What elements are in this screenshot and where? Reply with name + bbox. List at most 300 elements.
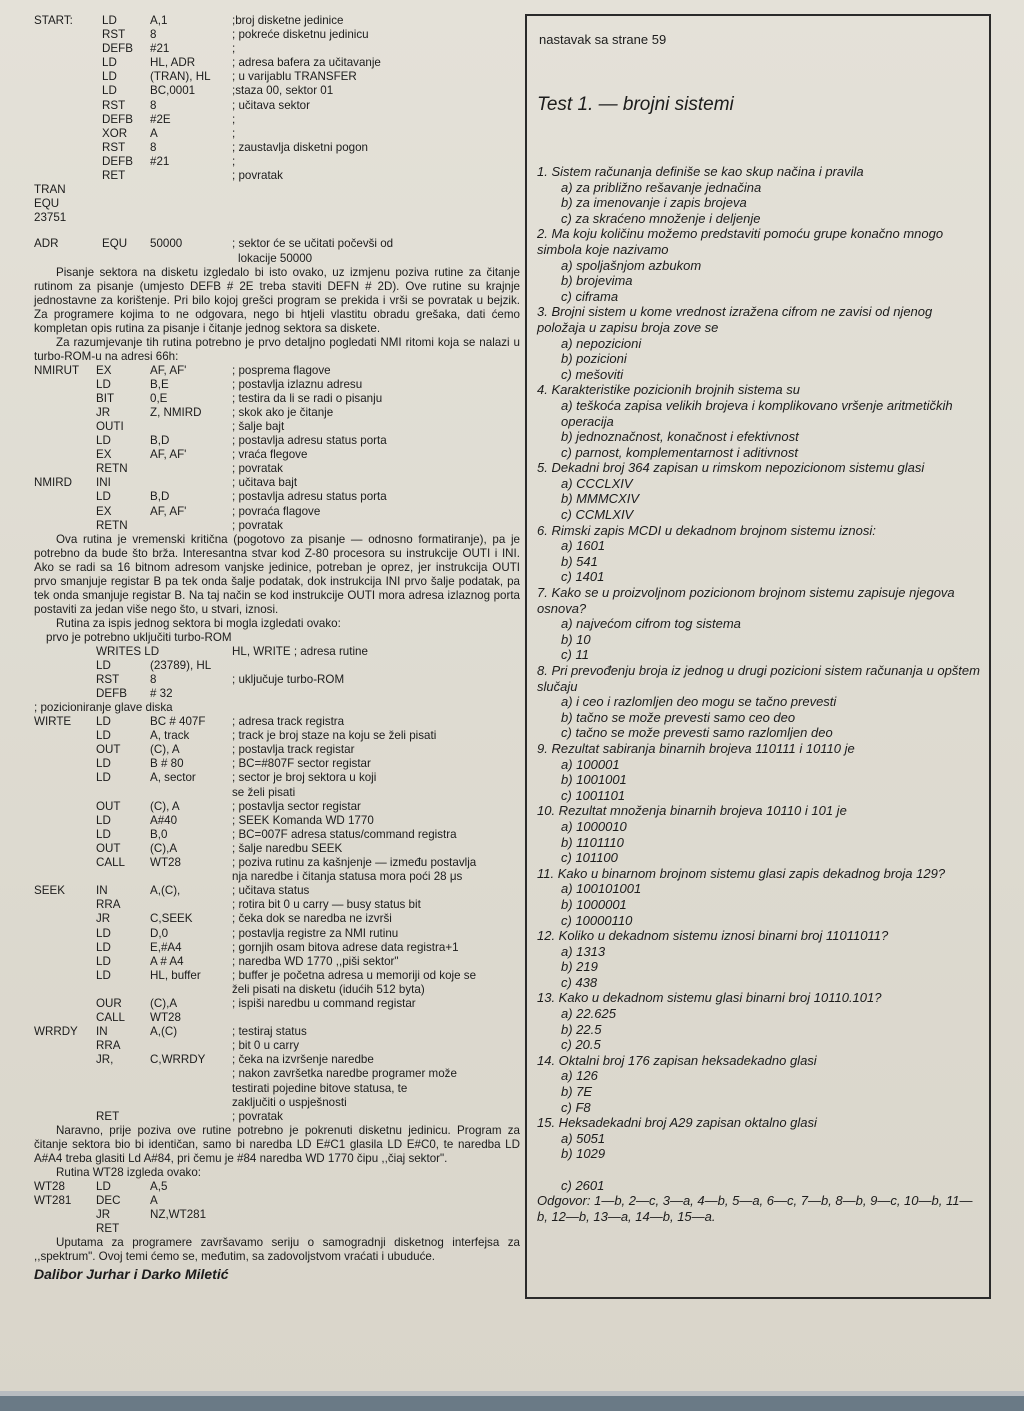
code-line	[34, 505, 520, 519]
answer-option: a) 100001	[561, 756, 620, 772]
continued-note: nastavak sa strane 59	[539, 32, 667, 47]
answer-option: c) parnost, komplementarnost i aditivnost	[561, 444, 798, 460]
code-op: EX	[96, 363, 112, 377]
code-arg: #21	[150, 154, 170, 168]
code-line	[34, 1208, 520, 1222]
code-comment: ; povratak	[232, 169, 283, 183]
code-arg: (C), A	[150, 799, 180, 813]
code-op: LD	[96, 757, 111, 771]
code-line	[34, 70, 520, 84]
code-line	[34, 364, 520, 378]
code-line	[34, 997, 520, 1011]
code-op: OUTI	[96, 419, 124, 433]
code-op: CALL	[96, 1011, 126, 1025]
code-arg: B,0	[150, 827, 168, 841]
code-arg: A,(C),	[150, 884, 181, 898]
code-comment: ;	[232, 154, 236, 168]
code-op: RST	[96, 672, 120, 686]
code-line	[34, 729, 520, 743]
code-line	[34, 392, 520, 406]
code-comment: ; postavlja adresu status porta	[232, 490, 387, 504]
code-arg: AF, AF'	[150, 448, 187, 462]
test-box	[525, 14, 991, 1299]
code-op: OUR	[96, 996, 122, 1010]
code-op: IN	[96, 884, 108, 898]
code-comment: ; učitava status	[232, 884, 310, 898]
paragraph-head-position: ; pozicioniranje glave diska	[34, 701, 173, 715]
code-line	[34, 56, 520, 70]
code-op: OUT	[96, 841, 121, 855]
answer-option: a) 126	[561, 1068, 598, 1084]
answer-option: b) 219	[561, 959, 598, 975]
code-comment: ; track je broj staze na koju se želi pisati	[232, 729, 437, 743]
answer-option: b) 1000001	[561, 896, 627, 912]
code-line	[34, 1110, 520, 1124]
answer-option: c) 1401	[561, 569, 605, 585]
code-line	[34, 955, 520, 969]
code-block-load-sector	[34, 14, 520, 225]
paragraph-write-sector: Pisanje sektora na disketu izgledalo bi isto ovako, uz izmjenu poziva rutine za čitanje rutinom za pisanje (umjesto DEFB # 2E treba staviti DEFN # 2D). Ove rutine su krajnje jednostavne za korištenje. Pri bilo kojoj grešci program se prekida i vrši se povratak u bejzik. Za programere kojima to ne odgovara, nego bi htjeli vlastitu obradu grešaka, dati ćemo kompletan opis rutina za pisanje i čitanje jednog sektora sa diskete.	[34, 265, 520, 335]
code-line	[34, 14, 520, 28]
question-text: 6. Rimski zapis MCDI u dekadnom brojnom sistemu iznosi:	[537, 522, 876, 538]
code-comment: ; skok ako je čitanje	[232, 405, 334, 419]
code-arg: A,5	[150, 1179, 168, 1193]
code-comment: ; povraća flagove	[232, 504, 321, 518]
code-op: LD	[96, 658, 111, 672]
code-line	[34, 84, 520, 98]
code-arg: (C),A	[150, 996, 178, 1010]
code-comment: ; postavlja track registar	[232, 743, 355, 757]
code-comment: ; učitava sektor	[232, 98, 310, 112]
code-arg: A#40	[150, 813, 178, 827]
code-arg: A, track	[150, 729, 190, 743]
answer-option: c) mešoviti	[561, 366, 624, 382]
page-edge-strip	[0, 1396, 1024, 1411]
code-comment: želi pisati na disketu (idućih 512 byta)	[232, 982, 425, 996]
question-text: 2. Ma koju količinu možemo predstaviti pomoću grupe konačno mnogo simbola koje nazivamo	[537, 226, 944, 257]
code-op: JR,	[96, 1053, 114, 1067]
code-arg: WT28	[150, 1011, 181, 1025]
code-op: LD	[96, 490, 111, 504]
code-op: BIT	[96, 391, 115, 405]
answer-option: a) 1313	[561, 943, 606, 959]
code-line	[34, 800, 520, 814]
code-op: LD	[96, 434, 111, 448]
code-line	[34, 856, 520, 870]
code-comment: ;broj disketne jedinice	[232, 14, 344, 27]
code-op: LD	[96, 926, 111, 940]
code-comment: se želi pisati	[232, 785, 296, 799]
code-op: RST	[102, 140, 126, 154]
code-op: OUT	[96, 799, 121, 813]
code-line	[34, 842, 520, 856]
answer-option: c) 20.5	[561, 1037, 601, 1053]
answer-option: a) nepozicioni	[561, 335, 642, 351]
code-line	[34, 211, 520, 225]
code-arg: # 32	[150, 687, 173, 700]
code-line	[34, 113, 520, 127]
code-arg: E,#A4	[150, 940, 182, 954]
code-op: EX	[96, 504, 112, 518]
code-op: CALL	[96, 856, 126, 870]
paragraph-nmi-intro: Za razumjevanje tih rutina potrebno je prvo detaljno pogledati NMI ritomi koja se nalazi u turbo-ROM-u na adresi 66h:	[34, 335, 520, 363]
code-op: RET	[102, 169, 126, 183]
answer-option: c) 10000110	[561, 912, 633, 928]
code-block-wt28	[34, 1180, 520, 1236]
code-arg: #2E	[150, 112, 171, 126]
answer-option: c) tačno se može prevesti samo razlomljen deo	[561, 725, 833, 741]
code-arg: A,1	[150, 14, 168, 27]
code-block-turbo-rom	[34, 645, 520, 701]
code-arg: BC # 407F	[150, 715, 206, 729]
question-text: 12. Koliko u dekadnom sistemu iznosi binarni broj 11011011?	[537, 928, 889, 944]
code-arg: 8	[150, 672, 157, 686]
code-line	[34, 420, 520, 434]
code-arg: (C), A	[150, 743, 180, 757]
code-op: RETN	[96, 518, 128, 532]
code-label: WRRDY	[34, 1025, 78, 1039]
code-comment: HL, WRITE ; adresa rutine	[232, 644, 368, 658]
code-line	[34, 490, 520, 504]
code-arg: A,(C)	[150, 1025, 178, 1039]
question-text: 1. Sistem računanja definiše se kao skup načina i pravila	[537, 164, 864, 179]
code-comment: ; BC=#807F sector registar	[232, 757, 371, 771]
test-title: Test 1. — brojni sistemi	[537, 94, 734, 115]
code-label: NMIRD	[34, 476, 72, 490]
code-line	[34, 828, 520, 842]
code-op: LD	[96, 940, 111, 954]
code-comment: ;	[232, 42, 236, 56]
code-arg: A, sector	[150, 771, 196, 785]
code-op: LD	[96, 813, 111, 827]
code-line	[34, 99, 520, 113]
paragraph-read-sector: Naravno, prije poziva ove rutine potrebno je pokrenuti disketnu jedinicu. Program za čitanje sektora bio bi identičan, samo bi naredba LD E#C1 glasila LD E#C0, te naredba LD A#A4 treba glasiti Ld A#84, pri čemu je #84 naredba WD 1770 čipu ,,čiaj sektor".	[34, 1123, 520, 1165]
code-label: WT28	[34, 1179, 65, 1193]
code-comment: ; učitava bajt	[232, 476, 298, 490]
code-comment: ; postavlja sector registar	[232, 799, 361, 813]
code-line	[34, 406, 520, 420]
code-op: LD	[96, 827, 111, 841]
code-op: DEC	[96, 1193, 121, 1207]
code-arg: HL, buffer	[150, 968, 201, 982]
code-arg: (C),A	[150, 841, 178, 855]
code-label: WT281	[34, 1193, 72, 1207]
paragraph-closing: Uputama za programere završavamo seriju o samogradnji disketnog interfejsa za ,,spektrum". Ovoj temi ćemo se, međutim, sa zadovoljstvom vraćati i ubuduće.	[34, 1236, 520, 1264]
code-comment: ; posprema flagove	[232, 363, 331, 377]
code-op: RRA	[96, 898, 121, 912]
code-comment: ; u varijablu TRANSFER	[232, 70, 357, 84]
answer-option: a) i ceo i razlomljen deo mogu se tačno prevesti	[561, 694, 837, 710]
answer-option: b) MMMCXIV	[561, 491, 639, 507]
answer-option: c) F8	[561, 1099, 591, 1115]
code-arg: B,D	[150, 434, 170, 448]
code-op: LD	[96, 771, 111, 785]
code-op: XOR	[102, 126, 128, 140]
answer-option: c) 101100	[561, 850, 618, 866]
author-byline: Dalibor Jurhar i Darko Miletić	[34, 1266, 229, 1283]
answer-option: b) 22.5	[561, 1021, 602, 1037]
answer-option: c) 438	[561, 974, 598, 990]
code-label: EQU	[34, 197, 60, 211]
code-comment: ;	[232, 112, 236, 126]
code-comment: ; BC=007F adresa status/command registra	[232, 827, 457, 841]
code-line	[34, 476, 520, 490]
answer-option: b) brojevima	[561, 273, 633, 289]
code-arg: (TRAN), HL	[150, 70, 211, 84]
code-line	[34, 42, 520, 56]
answer-option: b) za imenovanje i zapis brojeva	[561, 195, 747, 211]
answer-option	[537, 1162, 983, 1178]
code-arg: AF, AF'	[150, 504, 187, 518]
code-line	[34, 1025, 520, 1039]
code-line	[34, 715, 520, 729]
code-line	[34, 1053, 520, 1067]
code-line	[34, 757, 520, 771]
code-line	[34, 884, 520, 898]
code-arg: Z, NMIRD	[150, 405, 202, 419]
code-op: DEFB	[102, 154, 133, 168]
answer-option: c) CCMLXIV	[561, 507, 634, 523]
code-op: JR	[96, 1208, 111, 1221]
answer-option: c) 2601	[561, 1177, 605, 1193]
paragraph-write-routine-intro: Rutina za ispis jednog sektora bi mogla izgledati ovako:	[56, 616, 341, 630]
code-op: LD	[102, 56, 117, 70]
code-comment: ; adresa track registra	[232, 715, 345, 729]
code-comment: ;	[232, 126, 236, 140]
code-arg: AF, AF'	[150, 363, 187, 377]
code-line	[34, 1180, 520, 1194]
code-line	[34, 870, 520, 884]
code-arg: HL, ADR	[150, 56, 196, 70]
question-text: 9. Rezultat sabiranja binarnih brojeva 110111 i 10110 je	[537, 740, 855, 756]
code-comment: ; pokreće disketnu jedinicu	[232, 28, 369, 42]
code-op: DEFB	[96, 687, 127, 700]
code-comment: ; buffer je početna adresa u memoriji od koje se	[232, 968, 477, 982]
answer-option: a) 1000010	[561, 818, 627, 834]
code-op: RST	[102, 98, 126, 112]
question-text: 8. Pri prevođenju broja iz jednog u drugi pozicioni sistem računanja u opštem slučaju	[537, 663, 980, 694]
paragraph-turbo-rom: prvo je potrebno uključiti turbo-ROM	[46, 630, 232, 644]
code-block-write-sector	[34, 715, 520, 1124]
code-op: LD	[96, 377, 111, 391]
question-text: 4. Karakteristike pozicionih brojnih sistema su	[537, 382, 801, 398]
code-comment: ; naredba WD 1770 ,,piši sektor"	[232, 954, 399, 968]
code-op: IN	[96, 1025, 108, 1039]
code-label: 23751	[34, 211, 67, 225]
code-op: JR	[96, 405, 111, 419]
answer-option: b) 7E	[561, 1084, 593, 1100]
code-line	[34, 127, 520, 141]
code-comment: ;staza 00, sektor 01	[232, 84, 334, 98]
code-op: LD	[96, 729, 111, 743]
code-op: WRITES LD	[96, 644, 160, 658]
code-arg: BC,0001	[150, 84, 196, 98]
code-line	[34, 141, 520, 155]
code-op: DEFB	[102, 112, 133, 126]
code-op: LD	[96, 715, 111, 729]
code-comment: ; vraća flegove	[232, 448, 308, 462]
code-arg: #21	[150, 42, 170, 56]
code-line	[34, 941, 520, 955]
answer-option: a) spoljašnjom azbukom	[561, 257, 702, 273]
code-line	[34, 771, 520, 785]
code-arg: A	[150, 1193, 158, 1207]
answer-option: b) jednoznačnost, konačnost i efektivnost	[561, 429, 799, 445]
code-comment: ; čeka na izvršenje naredbe	[232, 1053, 374, 1067]
code-comment: ; adresa bafera za učitavanje	[232, 56, 381, 70]
code-line	[34, 1096, 520, 1110]
code-op: INI	[96, 476, 111, 490]
code-line	[34, 1039, 520, 1053]
code-line	[34, 197, 520, 211]
code-comment: ; povratak	[232, 1109, 283, 1123]
answer-option: c) 11	[561, 647, 589, 663]
code-arg: 8	[150, 28, 157, 42]
code-op: LD	[102, 14, 117, 27]
code-comment: ; postavlja izlaznu adresu	[232, 377, 363, 391]
code-line-adr: ADR EQU 50000 ; sektor će se učitati počevši od lokacije 50000	[34, 237, 394, 265]
code-arg: A	[150, 126, 158, 140]
question-text: 11. Kako u binarnom brojnom sistemu glasi zapis dekadnog broja 129?	[537, 865, 946, 881]
code-arg: B # 80	[150, 757, 184, 771]
answer-option: b) 1001001	[561, 772, 627, 788]
code-op: LD	[96, 968, 111, 982]
code-op: RRA	[96, 1039, 121, 1053]
code-comment: ; rotira bit 0 u carry — busy status bit	[232, 898, 421, 912]
question-text: 5. Dekadni broj 364 zapisan u rimskom nepozicionom sistemu glasi	[537, 460, 925, 476]
code-comment: ; testira da li se radi o pisanju	[232, 391, 383, 405]
code-line	[34, 743, 520, 757]
code-line	[34, 912, 520, 926]
code-arg: C,SEEK	[150, 912, 193, 926]
code-arg: D,0	[150, 926, 169, 940]
answer-option: a) 1601	[561, 538, 606, 554]
question-text: 14. Oktalni broj 176 zapisan heksadekadno glasi	[537, 1052, 817, 1068]
code-comment: ; SEEK Komanda WD 1770	[232, 813, 374, 827]
code-label: TRAN	[34, 183, 66, 197]
code-comment: zaključiti o uspješnosti	[232, 1095, 347, 1109]
code-line	[34, 28, 520, 42]
question-text: 10. Rezultat množenja binarnih brojeva 10110 i 101 je	[537, 803, 847, 819]
code-comment: ; povratak	[232, 462, 283, 476]
code-comment: ; sector je broj sektora u koji	[232, 771, 377, 785]
code-line	[34, 183, 520, 197]
answer-option: a) teškoća zapisa velikih brojeva i komplikovano vršenje aritmetičkih operacija	[561, 397, 953, 429]
code-block-nmi	[34, 364, 520, 533]
code-comment: nja naredbe i čitanja statusa mora poći 28 μs	[232, 870, 463, 884]
code-arg: B,E	[150, 377, 169, 391]
code-op: LD	[96, 1179, 111, 1193]
code-line	[34, 434, 520, 448]
code-op: RETN	[96, 462, 128, 476]
code-line	[34, 169, 520, 183]
question-text: 3. Brojni sistem u kome vrednost izražena cifrom ne zavisi od njenog položaja u zapisu broja zove se	[537, 304, 933, 335]
code-line	[34, 1222, 520, 1236]
code-op: RST	[102, 28, 126, 42]
code-arg: A # A4	[150, 954, 184, 968]
code-comment: ; ispiši naredbu u command registar	[232, 996, 416, 1010]
code-line	[34, 673, 520, 687]
code-line	[34, 462, 520, 476]
code-op: LD	[102, 84, 117, 98]
paragraph-timing: Ova rutina je vremenski kritična (pogotovo za pisanje — odnosno formatiranje), pa je potrebno da bude što brža. Interesantna stvar kod Z-80 procesora su instrukcije OUTI i INI. Ako se radi sa 16 bitnom adresom vanjske jedinice, potreban je oprez, jer instrukcija OUTI prvo smanjuje registar B pa tek onda šalje podatak, dok instrukcija INI prvo šalje podatak, pa tek onda smanjuje registar B. Na taj način se kod instrukcije OUTI mora adresa izlaznog porta postaviti za jedan više nego što, u stvari, iznosi.	[34, 532, 520, 616]
code-comment: ; uključuje turbo-ROM	[232, 672, 345, 686]
answer-option: b) 1029	[561, 1146, 606, 1162]
answer-option: a) 22.625	[561, 1006, 616, 1022]
code-label: SEEK	[34, 884, 65, 898]
code-arg: B,D	[150, 490, 170, 504]
code-line	[34, 687, 520, 701]
code-op: DEFB	[102, 42, 133, 56]
answer-option: c) za skraćeno množenje i deljenje	[561, 210, 761, 226]
code-op: RET	[96, 1109, 120, 1123]
code-arg: C,WRRDY	[150, 1053, 206, 1067]
code-line	[34, 927, 520, 941]
code-line	[34, 969, 520, 983]
code-line	[34, 519, 520, 533]
code-line	[34, 448, 520, 462]
code-op: RET	[96, 1222, 120, 1236]
answer-option: b) 1101110	[561, 834, 624, 850]
question-text: 7. Kako se u proizvoljnom pozicionom brojnom sistemu zapisuje njegova osnova?	[537, 585, 955, 616]
article-column	[34, 14, 520, 1282]
answer-key: Odgovor: 1—b, 2—c, 3—a, 4—b, 5—a, 6—c, 7—b, 8—b, 9—c, 10—b, 11—b, 12—b, 13—a, 14—b, 15—a.	[537, 1193, 973, 1224]
answer-option: b) tačno se može prevesti samo ceo deo	[561, 709, 796, 725]
code-line	[34, 1011, 520, 1025]
code-comment: ; poziva rutinu za kašnjenje — između postavlja	[232, 856, 477, 870]
code-op: EX	[96, 448, 112, 462]
code-line	[34, 814, 520, 828]
question-list	[537, 164, 983, 1224]
answer-option: b) pozicioni	[561, 351, 627, 367]
code-comment: ; povratak	[232, 518, 283, 532]
code-op: LD	[96, 954, 111, 968]
code-label: NMIRUT	[34, 363, 80, 377]
code-line	[34, 155, 520, 169]
code-arg: 8	[150, 98, 157, 112]
code-comment: ; postavlja adresu status porta	[232, 434, 387, 448]
paragraph-wt28-intro: Rutina WT28 izgleda ovako:	[56, 1165, 201, 1179]
answer-option: c) ciframa	[561, 288, 619, 304]
answer-option: b) 541	[561, 553, 598, 569]
code-line	[34, 1194, 520, 1208]
code-comment: ; testiraj status	[232, 1025, 307, 1039]
answer-option: a) 100101001	[561, 881, 642, 897]
answer-option: a) najvećom cifrom tog sistema	[561, 616, 741, 632]
code-line	[34, 1082, 520, 1096]
code-line	[34, 659, 520, 673]
code-arg: NZ,WT281	[150, 1208, 207, 1221]
code-op: JR	[96, 912, 111, 926]
code-line	[34, 786, 520, 800]
code-op: OUT	[96, 743, 121, 757]
code-arg: WT28	[150, 856, 181, 870]
question-text: 15. Heksadekadni broj A29 zapisan oktalno glasi	[537, 1115, 817, 1131]
question-text: 13. Kako u dekadnom sistemu glasi binarni broj 10110.101?	[537, 990, 882, 1006]
code-comment: ; zaustavlja disketni pogon	[232, 140, 368, 154]
code-comment: ; čeka dok se naredba ne izvrši	[232, 912, 392, 926]
code-comment: ; nakon završetka naredbe programer može	[232, 1067, 457, 1081]
code-line	[34, 645, 520, 659]
code-line	[34, 378, 520, 392]
code-comment: ; šalje bajt	[232, 419, 285, 433]
code-op: LD	[102, 70, 117, 84]
code-comment: ; bit 0 u carry	[232, 1039, 300, 1053]
code-comment: ; šalje naredbu SEEK	[232, 841, 343, 855]
answer-option: c) 1001101	[561, 787, 626, 803]
answer-option: a) CCCLXIV	[561, 475, 633, 491]
code-arg: 8	[150, 140, 157, 154]
